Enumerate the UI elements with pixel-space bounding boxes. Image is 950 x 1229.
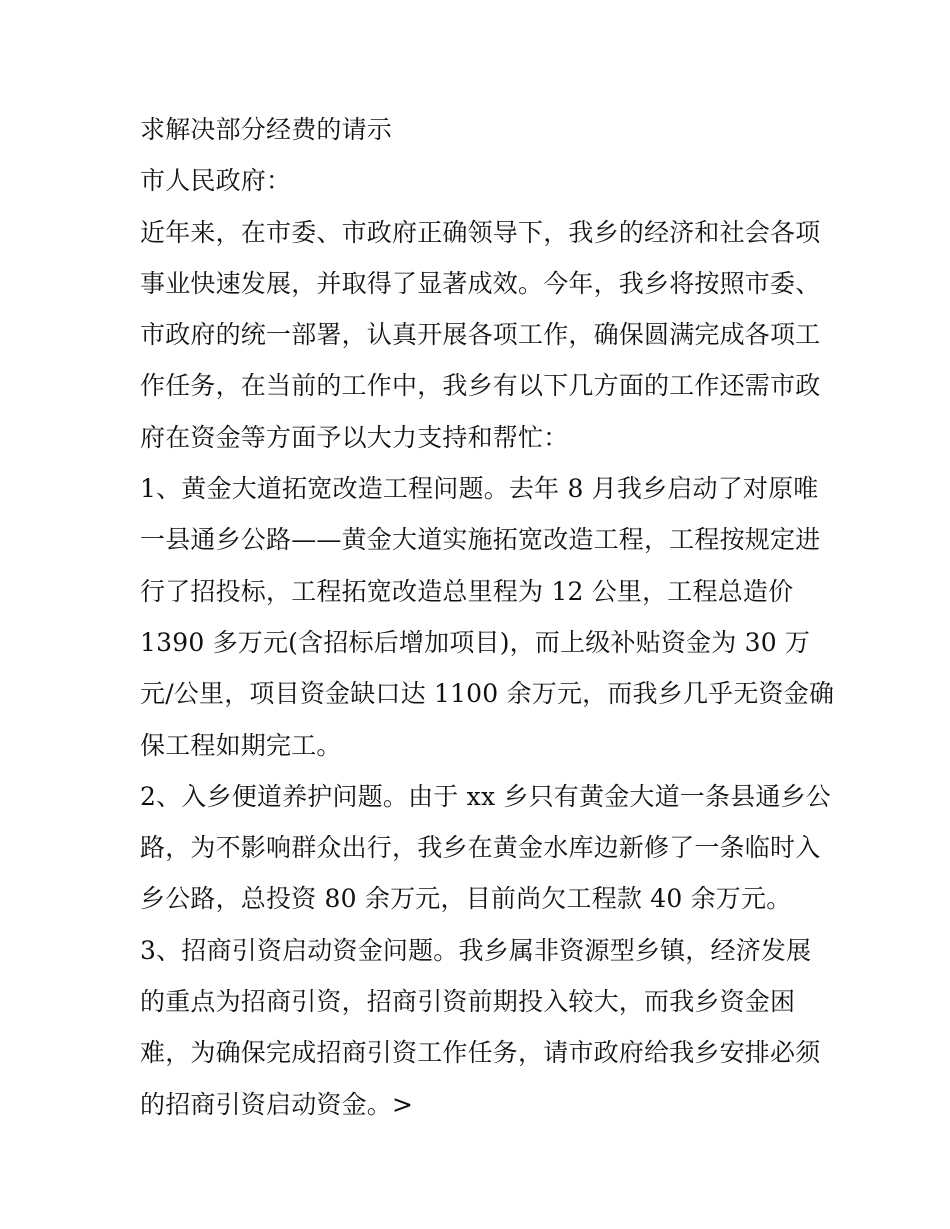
item-3-line: 难，为确保完成招商引资工作任务，请市政府给我乡安排必须 — [140, 1038, 821, 1068]
item-1-line: 元/公里，项目资金缺口达 1100 余万元，而我乡几乎无资金确 — [140, 679, 835, 709]
item-2-line: 2、入乡便道养护问题。由于 xx 乡只有黄金大道一条县通乡公 — [140, 781, 831, 811]
body-line: 市政府的统一部署，认真开展各项工作，确保圆满完成各项工 — [140, 320, 821, 350]
item-2-line: 乡公路，总投资 80 余万元，目前尚欠工程款 40 余万元。 — [140, 884, 792, 914]
salutation: 市人民政府： — [140, 166, 292, 196]
document-page — [140, 104, 835, 1130]
item-2-line: 路，为不影响群众出行，我乡在黄金水库边新修了一条临时入 — [140, 833, 821, 863]
item-1-line: 1、黄金大道拓宽改造工程问题。去年 8 月我乡启动了对原唯 — [140, 474, 819, 504]
body-line: 府在资金等方面予以大力支持和帮忙： — [140, 422, 569, 452]
item-3-line: 3、招商引资启动资金问题。我乡属非资源型乡镇，经济发展 — [140, 935, 812, 965]
item-1-line: 保工程如期完工。 — [140, 730, 342, 760]
body-line: 事业快速发展，并取得了显著成效。今年，我乡将按照市委、 — [140, 268, 821, 298]
item-1-line: 1390 多万元(含招标后增加项目)，而上级补贴资金为 30 万 — [140, 627, 811, 657]
body-line: 作任务，在当前的工作中，我乡有以下几方面的工作还需市政 — [140, 371, 821, 401]
item-3-line: 的招商引资启动资金。> — [140, 1089, 414, 1119]
document-title: 求解决部分经费的请示 — [140, 115, 393, 144]
item-1-line: 一县通乡公路——黄金大道实施拓宽改造工程，工程按规定进 — [140, 525, 821, 555]
item-1-line: 行了招投标，工程拓宽改造总里程为 12 公里，工程总造价 — [140, 576, 794, 606]
body-line: 近年来，在市委、市政府正确领导下，我乡的经济和社会各项 — [140, 217, 821, 247]
item-3-line: 的重点为招商引资，招商引资前期投入较大，而我乡资金困 — [140, 987, 796, 1017]
